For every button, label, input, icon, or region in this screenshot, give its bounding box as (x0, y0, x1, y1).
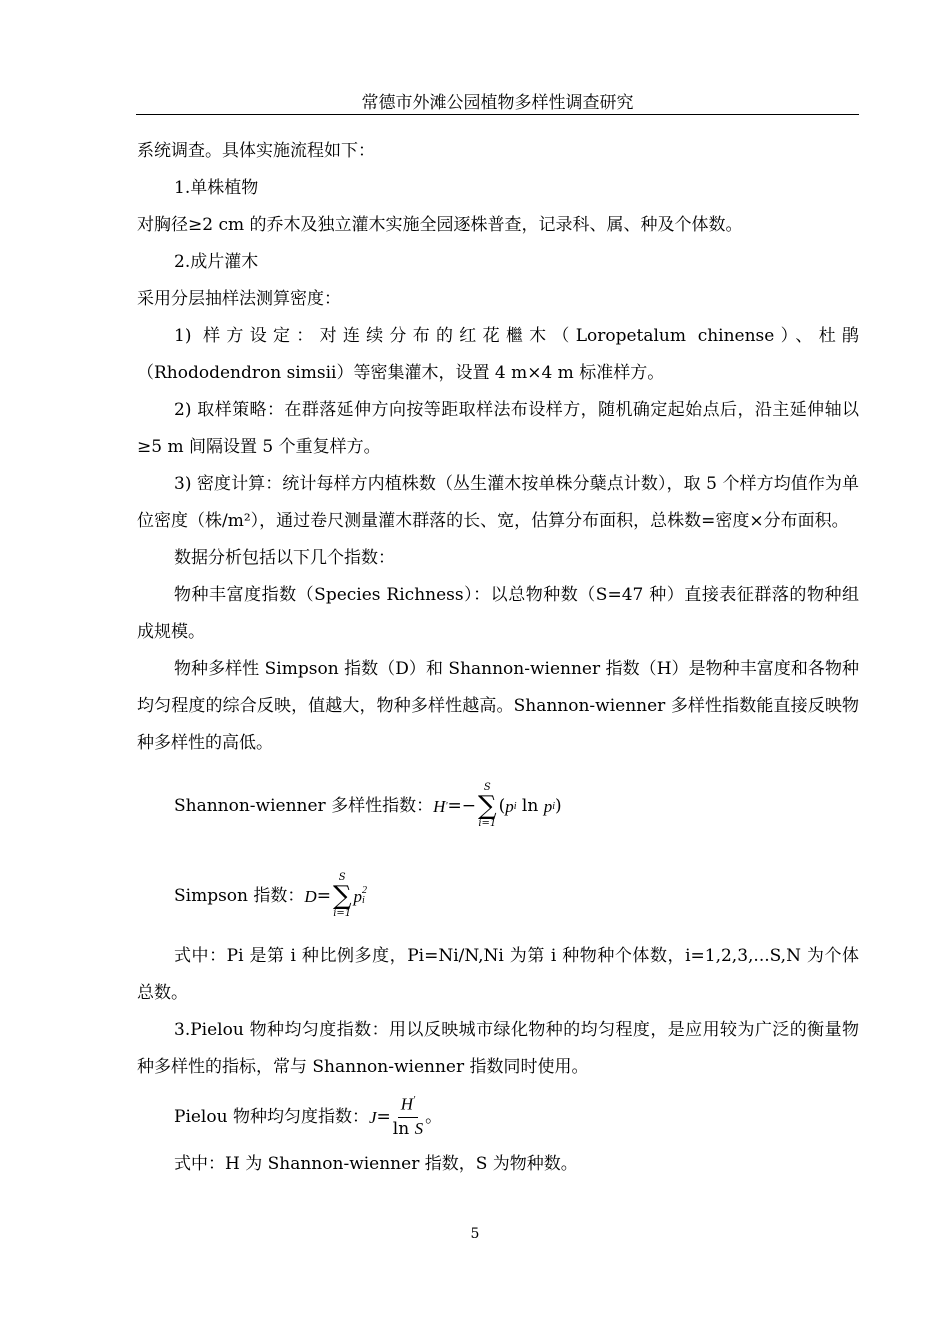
section-heading: 1.单株植物 (174, 178, 259, 198)
sigma-symbol: ∑ (478, 791, 497, 821)
paragraph: 式中：Pi 是第 i 种比例多度，Pi=Ni/N,Ni 为第 i 种物种个体数，i=1,2,3,...S,N 为个体总数。 (137, 946, 859, 1003)
sum-upper-limit: S (338, 872, 346, 883)
section-heading: 3.Pielou 物种均匀度指数：用以反映城市绿化物种的均匀程度，是应用较为广泛的衡量物种多样性的指标，常与 Shannon-wienner 指数同时使用。 (137, 1020, 859, 1077)
paragraph: 1) 样方设定：对连续分布的红花檵木（Loropetalum chinense）、杜鹃（Rhododendron simsii）等密集灌木，设置 4 m×4 m 标准样方。 (137, 326, 859, 383)
formula-label: Shannon-wienner 多样性指数： (174, 795, 434, 816)
pielou-formula (137, 1088, 859, 1146)
s-variable: S (414, 1118, 424, 1138)
formula-label: Pielou 物种均匀度指数： (174, 1106, 369, 1127)
ln-operator: ln (521, 795, 539, 816)
p-variable: p (543, 796, 553, 816)
ln-operator: ln (392, 1118, 410, 1139)
paragraph: 采用分层抽样法测算密度： (137, 289, 341, 309)
section-heading: 2.成片灌木 (174, 252, 259, 272)
formula-lhs: J (368, 1107, 377, 1127)
sum-lower-limit: i=1 (478, 818, 497, 829)
subscript-i: i (552, 800, 555, 812)
h-variable: H (400, 1095, 413, 1115)
subscript-i: i (362, 895, 365, 906)
running-header: 常德市外滩公园植物多样性调查研究 (361, 93, 634, 113)
summation (333, 873, 352, 919)
paren-close: ) (554, 795, 562, 816)
formula-equals: =− (447, 795, 477, 816)
formula-equals: = (316, 885, 331, 906)
formula-equals: = (376, 1106, 391, 1127)
paragraph: 2) 取样策略：在群落延伸方向按等距取样法布设样方，随机确定起始点后，沿主延伸轴以≥5 m 间隔设置 5 个重复样方。 (137, 400, 859, 457)
prime-mark: ' (412, 1095, 416, 1107)
fraction-numerator (398, 1095, 418, 1117)
formula-lhs: D (304, 886, 317, 906)
header-rule (136, 114, 859, 115)
subscript-i: i (513, 800, 517, 812)
paren-open: ( (498, 795, 506, 816)
formula-lhs: H (433, 796, 446, 816)
paragraph: 数据分析包括以下几个指数： (174, 548, 395, 568)
paragraph: 式中：H 为 Shannon-wienner 指数，S 为物种数。 (174, 1154, 578, 1174)
paragraph: 3) 密度计算：统计每样方内植株数（丛生灌木按单株分蘖点计数），取 5 个样方均值作为单位密度（株/m²），通过卷尺测量灌木群落的长、宽，估算分布面积，总株数=密度×分布面积。 (137, 474, 859, 531)
page-number: 5 (470, 1226, 480, 1242)
fraction (393, 1095, 423, 1138)
document-body (137, 133, 859, 1183)
formula-end-punct: 。 (425, 1106, 443, 1127)
summation (478, 783, 497, 829)
sigma-symbol: ∑ (332, 881, 352, 911)
fraction-denominator (393, 1118, 423, 1139)
paragraph: 系统调查。具体实施流程如下： (137, 141, 375, 161)
superscript-2: 2 (362, 885, 367, 896)
p-variable: p (353, 886, 362, 906)
shannon-formula (137, 766, 859, 846)
sum-upper-limit: S (483, 782, 491, 793)
simpson-formula (137, 860, 859, 932)
p-variable: p (505, 796, 514, 816)
formula-label: Simpson 指数： (174, 885, 305, 906)
paragraph: 物种丰富度指数（Species Richness）：以总物种数（S=47 种）直接表征群落的物种组成规模。 (137, 585, 859, 642)
prime-mark: ' (445, 800, 448, 812)
paragraph: 对胸径≥2 cm 的乔木及独立灌木实施全园逐株普查，记录科、属、种及个体数。 (137, 215, 743, 235)
sum-lower-limit: i=1 (333, 908, 352, 919)
paragraph: 物种多样性 Simpson 指数（D）和 Shannon-wienner 指数（H）是物种丰富度和各物种均匀程度的综合反映，值越大，物种多样性越高。Shannon-wienner 多样性指数能直接反映物种多样性的高低。 (137, 659, 859, 753)
